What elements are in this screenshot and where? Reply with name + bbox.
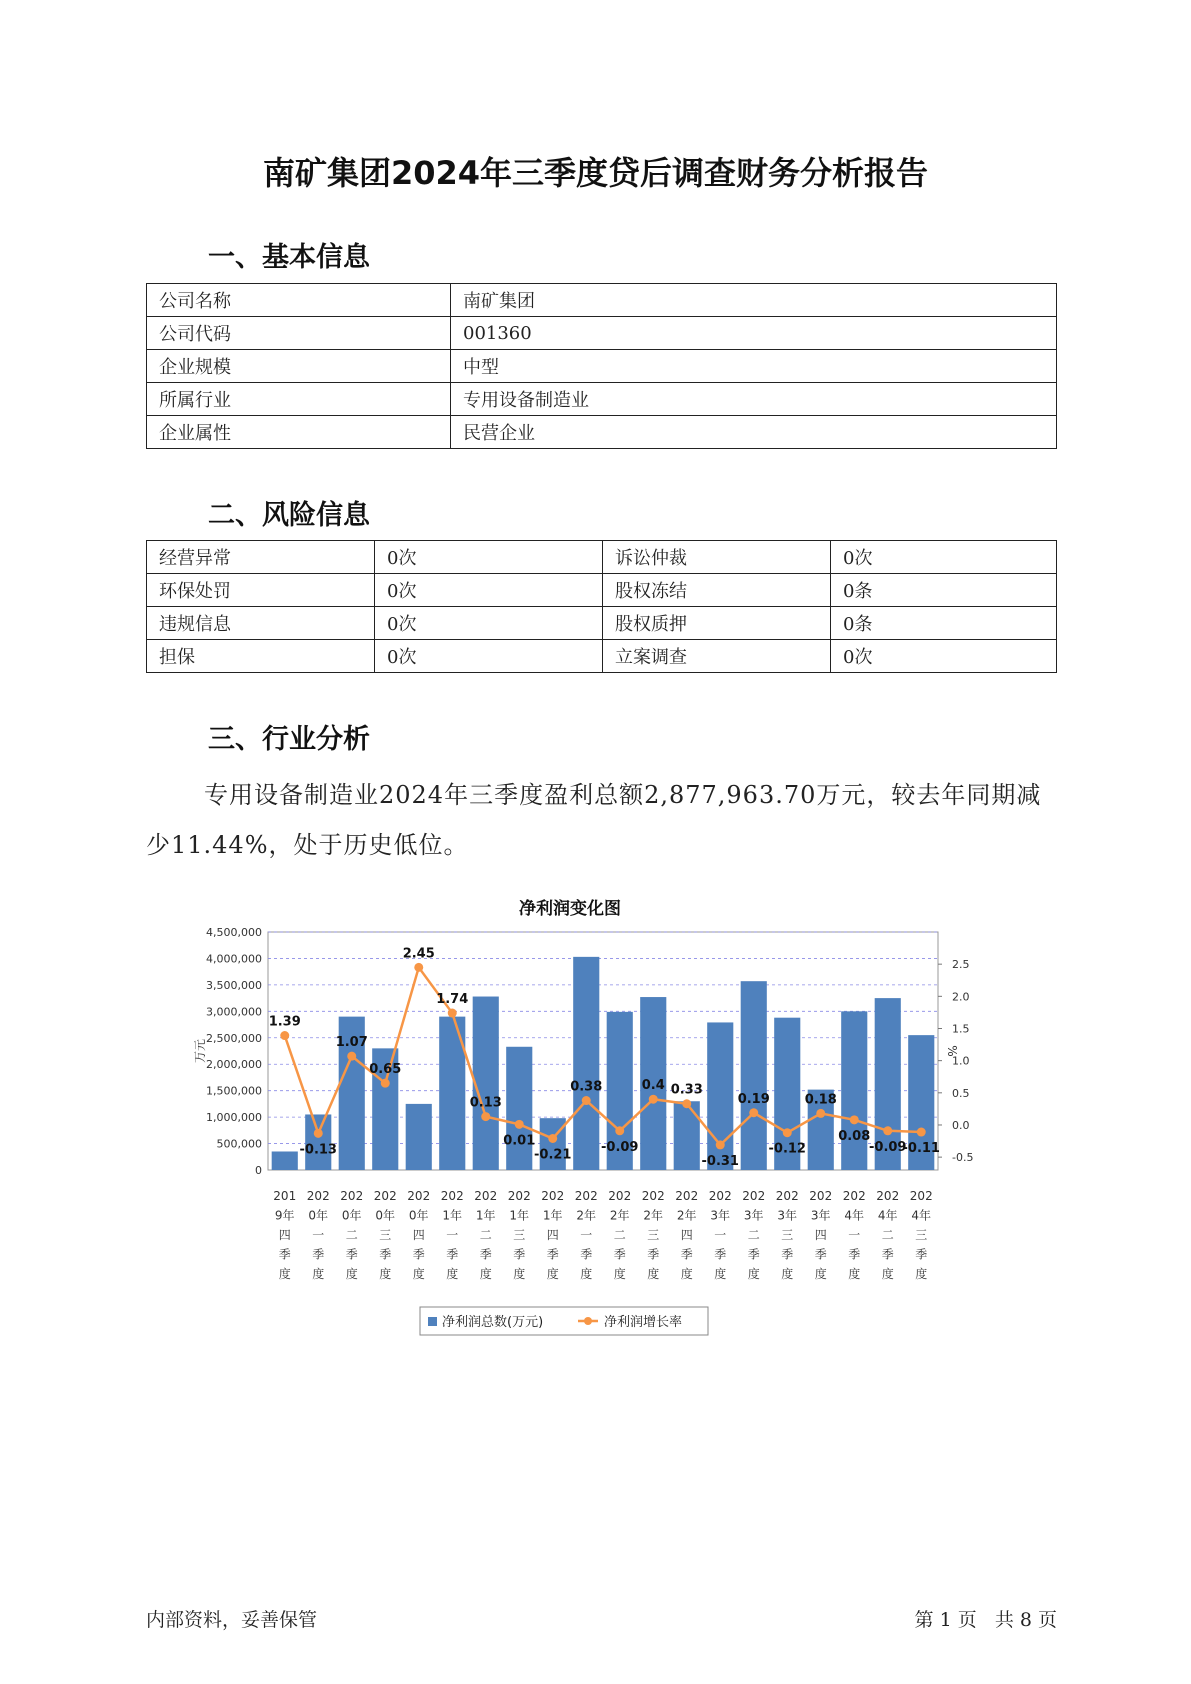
y-left-tick-label: 4,500,000 <box>206 926 262 939</box>
x-tick-label: 季 <box>479 1247 492 1262</box>
chart-bar <box>674 1101 700 1170</box>
section-basic-heading: 一、基本信息 <box>208 242 370 273</box>
x-tick-label: 四 <box>546 1228 559 1242</box>
table-cell-value: 001360 <box>451 317 1057 350</box>
y-right-tick-label: 1.0 <box>952 1054 970 1068</box>
growth-rate-data-label: 0.18 <box>804 1092 837 1108</box>
growth-rate-point <box>816 1109 825 1118</box>
chart-bar <box>506 1047 532 1170</box>
x-tick-label: 3年 <box>777 1208 798 1223</box>
growth-rate-point <box>347 1052 356 1061</box>
table-cell-label: 担保 <box>147 640 375 673</box>
growth-rate-point <box>917 1128 926 1137</box>
table-cell-label: 违规信息 <box>147 607 375 640</box>
x-tick-label: 季 <box>412 1247 425 1262</box>
chart-bar <box>573 957 599 1170</box>
x-tick-label: 202 <box>340 1189 364 1203</box>
y-left-tick-label: 1,000,000 <box>206 1111 262 1125</box>
table-cell-value: 0次 <box>375 574 603 607</box>
x-tick-label: 度 <box>379 1267 392 1281</box>
x-tick-label: 3年 <box>743 1208 764 1223</box>
y-left-tick-label: 4,000,000 <box>206 952 262 966</box>
x-tick-label: 三 <box>379 1228 392 1242</box>
y-right-tick-label: -0.5 <box>952 1151 974 1165</box>
x-tick-label: 201 <box>273 1189 297 1203</box>
risk-info-table <box>146 540 1057 673</box>
x-tick-label: 季 <box>848 1247 861 1262</box>
table-cell-label: 公司代码 <box>147 317 451 350</box>
x-tick-label: 季 <box>747 1247 760 1262</box>
table-cell-value: 0次 <box>831 541 1057 574</box>
x-tick-label: 202 <box>306 1189 330 1203</box>
x-tick-label: 1年 <box>542 1208 563 1223</box>
x-tick-label: 度 <box>412 1267 425 1281</box>
y-right-tick-label: 1.5 <box>952 1022 970 1036</box>
x-tick-label: 三 <box>915 1228 928 1242</box>
report-title: 南矿集团2024年三季度贷后调查财务分析报告 <box>262 154 929 192</box>
net-profit-chart <box>180 890 974 1350</box>
x-tick-label: 度 <box>647 1267 660 1281</box>
growth-rate-data-label: 0.19 <box>737 1091 770 1107</box>
x-tick-label: 四 <box>814 1228 827 1242</box>
x-tick-label: 2年 <box>576 1208 597 1223</box>
x-tick-label: 二 <box>747 1228 760 1242</box>
footer-page-number: 第 1 页 共 8 页 <box>914 1609 1057 1631</box>
x-tick-label: 季 <box>379 1247 392 1262</box>
table-cell-label: 股权质押 <box>603 607 831 640</box>
x-tick-label: 一 <box>446 1228 459 1242</box>
growth-rate-data-label: 1.07 <box>335 1035 368 1051</box>
table-cell-label: 所属行业 <box>147 383 451 416</box>
growth-rate-point <box>649 1095 658 1104</box>
x-tick-label: 三 <box>513 1228 526 1242</box>
x-tick-label: 度 <box>915 1267 928 1281</box>
x-tick-label: 季 <box>446 1247 459 1262</box>
x-tick-label: 度 <box>881 1267 894 1281</box>
chart-bar <box>741 981 767 1170</box>
x-tick-label: 二 <box>881 1228 894 1242</box>
growth-rate-data-label: 0.38 <box>570 1079 603 1095</box>
growth-rate-data-label: 0.33 <box>670 1082 703 1098</box>
x-tick-label: 度 <box>312 1267 325 1281</box>
table-cell-label: 环保处罚 <box>147 574 375 607</box>
x-tick-label: 度 <box>680 1267 693 1281</box>
y-right-axis-title: % <box>945 1045 959 1057</box>
x-tick-label: 202 <box>909 1189 933 1203</box>
x-tick-label: 二 <box>479 1228 492 1242</box>
x-tick-label: 202 <box>641 1189 665 1203</box>
table-cell-value: 0条 <box>831 574 1057 607</box>
growth-rate-data-label: 0.65 <box>369 1062 402 1078</box>
growth-rate-point <box>381 1079 390 1088</box>
x-tick-label: 度 <box>848 1267 861 1281</box>
table-cell-value: 中型 <box>451 350 1057 383</box>
table-cell-value: 0次 <box>831 640 1057 673</box>
y-right-tick-label: 0.0 <box>952 1118 970 1132</box>
x-tick-label: 度 <box>613 1267 626 1281</box>
x-tick-label: 202 <box>876 1189 900 1203</box>
x-tick-label: 1年 <box>442 1208 463 1223</box>
x-tick-label: 四 <box>412 1228 425 1242</box>
x-tick-label: 3年 <box>810 1208 831 1223</box>
table-row <box>147 416 1057 449</box>
growth-rate-data-label: -0.12 <box>768 1141 806 1157</box>
x-tick-label: 度 <box>714 1267 727 1281</box>
x-tick-label: 4年 <box>844 1208 865 1223</box>
x-tick-label: 0年 <box>408 1208 429 1223</box>
basic-info-table <box>146 283 1057 449</box>
x-tick-label: 202 <box>675 1189 699 1203</box>
section-industry-heading: 三、行业分析 <box>208 724 370 755</box>
x-tick-label: 2年 <box>676 1208 697 1223</box>
growth-rate-point <box>883 1126 892 1135</box>
x-tick-label: 季 <box>647 1247 660 1262</box>
chart-bar <box>473 997 499 1170</box>
x-tick-label: 4年 <box>911 1208 932 1223</box>
table-cell-label: 股权冻结 <box>603 574 831 607</box>
table-cell-value: 0条 <box>831 607 1057 640</box>
y-left-tick-label: 2,500,000 <box>206 1031 262 1045</box>
growth-rate-data-label: 0.08 <box>838 1128 871 1144</box>
x-tick-label: 202 <box>809 1189 833 1203</box>
x-tick-label: 度 <box>546 1267 559 1281</box>
x-tick-label: 季 <box>680 1247 693 1262</box>
table-row <box>147 541 1057 574</box>
x-tick-label: 三 <box>781 1228 794 1242</box>
legend-line-marker <box>584 1317 592 1325</box>
x-tick-label: 3年 <box>710 1208 731 1223</box>
growth-rate-point <box>783 1128 792 1137</box>
growth-rate-point <box>615 1126 624 1135</box>
section-risk-heading: 二、风险信息 <box>208 500 370 531</box>
table-row <box>147 640 1057 673</box>
x-tick-label: 202 <box>407 1189 431 1203</box>
x-tick-label: 季 <box>814 1247 827 1262</box>
chart-bar <box>272 1151 298 1170</box>
y-right-tick-label: 0.5 <box>952 1086 970 1100</box>
table-row <box>147 574 1057 607</box>
growth-rate-data-label: 0.13 <box>469 1095 502 1111</box>
growth-rate-point <box>448 1009 457 1018</box>
x-tick-label: 202 <box>541 1189 565 1203</box>
x-tick-label: 2年 <box>609 1208 630 1223</box>
x-tick-label: 四 <box>278 1228 291 1242</box>
growth-rate-data-label: -0.09 <box>869 1139 907 1155</box>
growth-rate-point <box>314 1129 323 1138</box>
x-tick-label: 202 <box>842 1189 866 1203</box>
chart-bar <box>841 1011 867 1170</box>
legend-bar-swatch <box>428 1317 437 1326</box>
growth-rate-point <box>716 1140 725 1149</box>
x-tick-label: 二 <box>345 1228 358 1242</box>
table-cell-value: 0次 <box>375 640 603 673</box>
table-cell-value: 专用设备制造业 <box>451 383 1057 416</box>
x-tick-label: 0年 <box>375 1208 396 1223</box>
x-tick-label: 度 <box>513 1267 526 1281</box>
x-tick-label: 度 <box>278 1267 291 1281</box>
y-left-axis-title: 万元 <box>193 1038 207 1064</box>
y-left-tick-label: 500,000 <box>216 1137 262 1151</box>
growth-rate-point <box>414 963 423 972</box>
x-tick-label: 季 <box>312 1247 325 1262</box>
table-row <box>147 284 1057 317</box>
x-tick-label: 度 <box>781 1267 794 1281</box>
x-tick-label: 202 <box>775 1189 799 1203</box>
x-tick-label: 202 <box>474 1189 498 1203</box>
y-left-tick-label: 0 <box>255 1164 262 1177</box>
growth-rate-point <box>749 1108 758 1117</box>
table-cell-label: 企业规模 <box>147 350 451 383</box>
x-tick-label: 1年 <box>475 1208 496 1223</box>
x-tick-label: 季 <box>714 1247 727 1262</box>
x-tick-label: 三 <box>647 1228 660 1242</box>
x-tick-label: 季 <box>278 1247 291 1262</box>
x-tick-label: 4年 <box>877 1208 898 1223</box>
x-tick-label: 202 <box>373 1189 397 1203</box>
x-tick-label: 0年 <box>308 1208 329 1223</box>
x-tick-label: 202 <box>507 1189 531 1203</box>
table-cell-value: 0次 <box>375 541 603 574</box>
x-tick-label: 四 <box>680 1228 693 1242</box>
y-left-tick-label: 3,000,000 <box>206 1005 262 1019</box>
growth-rate-data-label: 1.39 <box>268 1014 301 1030</box>
x-tick-label: 季 <box>613 1247 626 1262</box>
growth-rate-point <box>582 1096 591 1105</box>
x-tick-label: 季 <box>781 1247 794 1262</box>
x-tick-label: 202 <box>608 1189 632 1203</box>
industry-paragraph: 专用设备制造业2024年三季度盈利总额2,877,963.70万元，较去年同期减少11.44%，处于历史低位。 <box>146 781 1042 859</box>
x-tick-label: 季 <box>345 1247 358 1262</box>
table-row <box>147 607 1057 640</box>
table-cell-label: 企业属性 <box>147 416 451 449</box>
table-row <box>147 317 1057 350</box>
table-row <box>147 383 1057 416</box>
x-tick-label: 202 <box>440 1189 464 1203</box>
table-cell-label: 经营异常 <box>147 541 375 574</box>
growth-rate-point <box>682 1099 691 1108</box>
table-cell-label: 诉讼仲裁 <box>603 541 831 574</box>
x-tick-label: 2年 <box>643 1208 664 1223</box>
x-tick-label: 202 <box>708 1189 732 1203</box>
x-tick-label: 度 <box>345 1267 358 1281</box>
y-left-tick-label: 3,500,000 <box>206 978 262 992</box>
table-cell-value: 民营企业 <box>451 416 1057 449</box>
legend-line-label: 净利润增长率 <box>604 1315 683 1330</box>
x-tick-label: 季 <box>580 1247 593 1262</box>
x-tick-label: 一 <box>848 1228 861 1242</box>
x-tick-label: 季 <box>881 1247 894 1262</box>
y-right-tick-label: 2.0 <box>952 990 970 1004</box>
growth-rate-data-label: 0.4 <box>641 1078 665 1094</box>
growth-rate-data-label: -0.11 <box>902 1141 940 1157</box>
x-tick-label: 季 <box>915 1247 928 1262</box>
y-left-tick-label: 2,000,000 <box>206 1058 262 1072</box>
x-tick-label: 度 <box>446 1267 459 1281</box>
x-tick-label: 度 <box>814 1267 827 1281</box>
y-left-tick-label: 1,500,000 <box>206 1084 262 1098</box>
x-tick-label: 度 <box>479 1267 492 1281</box>
growth-rate-data-label: 2.45 <box>402 946 435 962</box>
x-tick-label: 二 <box>613 1228 626 1242</box>
growth-rate-point <box>515 1120 524 1129</box>
footer-confidential: 内部资料，妥善保管 <box>146 1609 318 1631</box>
table-cell-value: 0次 <box>375 607 603 640</box>
growth-rate-data-label: 0.01 <box>503 1133 536 1149</box>
table-cell-value: 南矿集团 <box>451 284 1057 317</box>
x-tick-label: 一 <box>580 1228 593 1242</box>
chart-bar <box>406 1104 432 1170</box>
x-tick-label: 度 <box>580 1267 593 1281</box>
x-tick-label: 202 <box>742 1189 766 1203</box>
x-tick-label: 0年 <box>341 1208 362 1223</box>
x-tick-label: 1年 <box>509 1208 530 1223</box>
y-right-tick-label: 2.5 <box>952 958 970 972</box>
chart-canvas <box>180 890 974 1350</box>
table-cell-label: 立案调查 <box>603 640 831 673</box>
growth-rate-point <box>280 1031 289 1040</box>
growth-rate-data-label: -0.09 <box>601 1139 639 1155</box>
growth-rate-data-label: -0.21 <box>534 1147 572 1163</box>
table-row <box>147 350 1057 383</box>
growth-rate-data-label: -0.31 <box>701 1153 739 1169</box>
x-tick-label: 一 <box>714 1228 727 1242</box>
growth-rate-point <box>850 1115 859 1124</box>
x-tick-label: 度 <box>747 1267 760 1281</box>
x-tick-label: 季 <box>513 1247 526 1262</box>
x-tick-label: 季 <box>546 1247 559 1262</box>
x-tick-label: 9年 <box>274 1208 295 1223</box>
growth-rate-point <box>548 1134 557 1143</box>
table-cell-label: 公司名称 <box>147 284 451 317</box>
chart-title: 净利润变化图 <box>519 899 621 919</box>
growth-rate-data-label: -0.13 <box>299 1142 337 1158</box>
growth-rate-point <box>481 1112 490 1121</box>
x-tick-label: 202 <box>574 1189 598 1203</box>
growth-rate-data-label: 1.74 <box>436 992 469 1008</box>
x-tick-label: 一 <box>312 1228 325 1242</box>
legend-bar-label: 净利润总数(万元) <box>442 1315 544 1330</box>
